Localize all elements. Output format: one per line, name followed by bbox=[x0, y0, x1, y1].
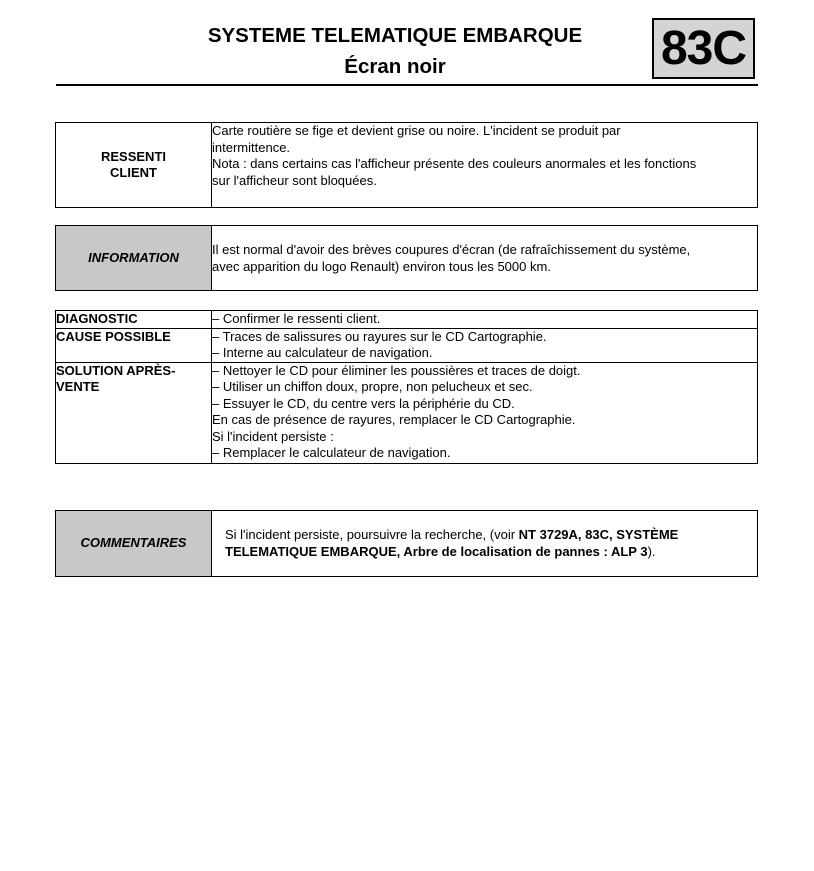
page-title bbox=[150, 20, 640, 82]
diagnostic-table bbox=[55, 310, 758, 464]
commentaires-reference-2: TELEMATIQUE EMBARQUE, Arbre de localisation de pannes : ALP 3 bbox=[225, 543, 648, 559]
list-item: En cas de présence de rayures, remplacer le CD Cartographie. bbox=[212, 412, 576, 427]
list-item: – Essuyer le CD, du centre vers la périphérie du CD. bbox=[212, 395, 515, 411]
list-item: – Confirmer le ressenti client. bbox=[212, 311, 381, 326]
commentaires-text bbox=[212, 511, 758, 577]
ressenti-client-text bbox=[212, 123, 758, 208]
commentaires-end: ). bbox=[647, 543, 656, 559]
information-box bbox=[55, 225, 758, 291]
text-line: Nota : dans certains cas l'afficheur présente des couleurs anormales et les fonctions bbox=[212, 156, 697, 171]
table-row bbox=[56, 311, 758, 329]
text-line: Carte routière se fige et devient grise ou noire. L'incident se produit par bbox=[212, 123, 621, 138]
list-item: – Utiliser un chiffon doux, propre, non pelucheux et sec. bbox=[212, 379, 533, 394]
ressenti-client-label bbox=[56, 123, 212, 208]
solution-apres-vente-text bbox=[212, 362, 758, 463]
ressenti-client-label-line-2: CLIENT bbox=[110, 165, 157, 180]
information-text bbox=[212, 226, 758, 291]
commentaires-intro: Si l'incident persiste, poursuivre la recherche, (voir bbox=[225, 527, 519, 542]
list-item: – Interne au calculateur de navigation. bbox=[212, 345, 433, 360]
text-line: intermittence. bbox=[212, 139, 291, 155]
page-title-line-2: Écran noir bbox=[344, 55, 446, 78]
table-row bbox=[56, 328, 758, 362]
commentaires-box bbox=[55, 510, 758, 577]
title-divider bbox=[56, 84, 758, 86]
ressenti-client-box bbox=[55, 122, 758, 208]
table-row bbox=[56, 362, 758, 463]
cause-possible-text bbox=[212, 328, 758, 362]
list-item: – Nettoyer le CD pour éliminer les poussières et traces de doigt. bbox=[212, 362, 581, 378]
section-code-badge: 83C bbox=[652, 18, 755, 79]
commentaires-reference-1: NT 3729A, 83C, SYSTÈME bbox=[518, 527, 679, 542]
information-label: INFORMATION bbox=[56, 226, 212, 291]
list-item: Si l'incident persiste : bbox=[212, 428, 334, 444]
diagnostic-text bbox=[212, 311, 758, 329]
page-title-line-1: SYSTEME TELEMATIQUE EMBARQUE bbox=[207, 24, 583, 47]
text-line: avec apparition du logo Renault) environ tous les 5000 km. bbox=[212, 258, 551, 274]
list-item: – Remplacer le calculateur de navigation. bbox=[212, 445, 451, 460]
commentaires-label: COMMENTAIRES bbox=[56, 511, 212, 577]
solution-apres-vente-label: SOLUTION APRÈS-VENTE bbox=[56, 362, 212, 463]
diagnostic-label: DIAGNOSTIC bbox=[56, 311, 212, 329]
text-line: Il est normal d'avoir des brèves coupures d'écran (de rafraîchissement du système, bbox=[212, 242, 691, 257]
list-item: – Traces de salissures ou rayures sur le CD Cartographie. bbox=[212, 328, 547, 344]
cause-possible-label: CAUSE POSSIBLE bbox=[56, 328, 212, 362]
text-line: sur l'afficheur sont bloquées. bbox=[212, 172, 377, 188]
ressenti-client-label-line-1: RESSENTI bbox=[100, 148, 166, 164]
